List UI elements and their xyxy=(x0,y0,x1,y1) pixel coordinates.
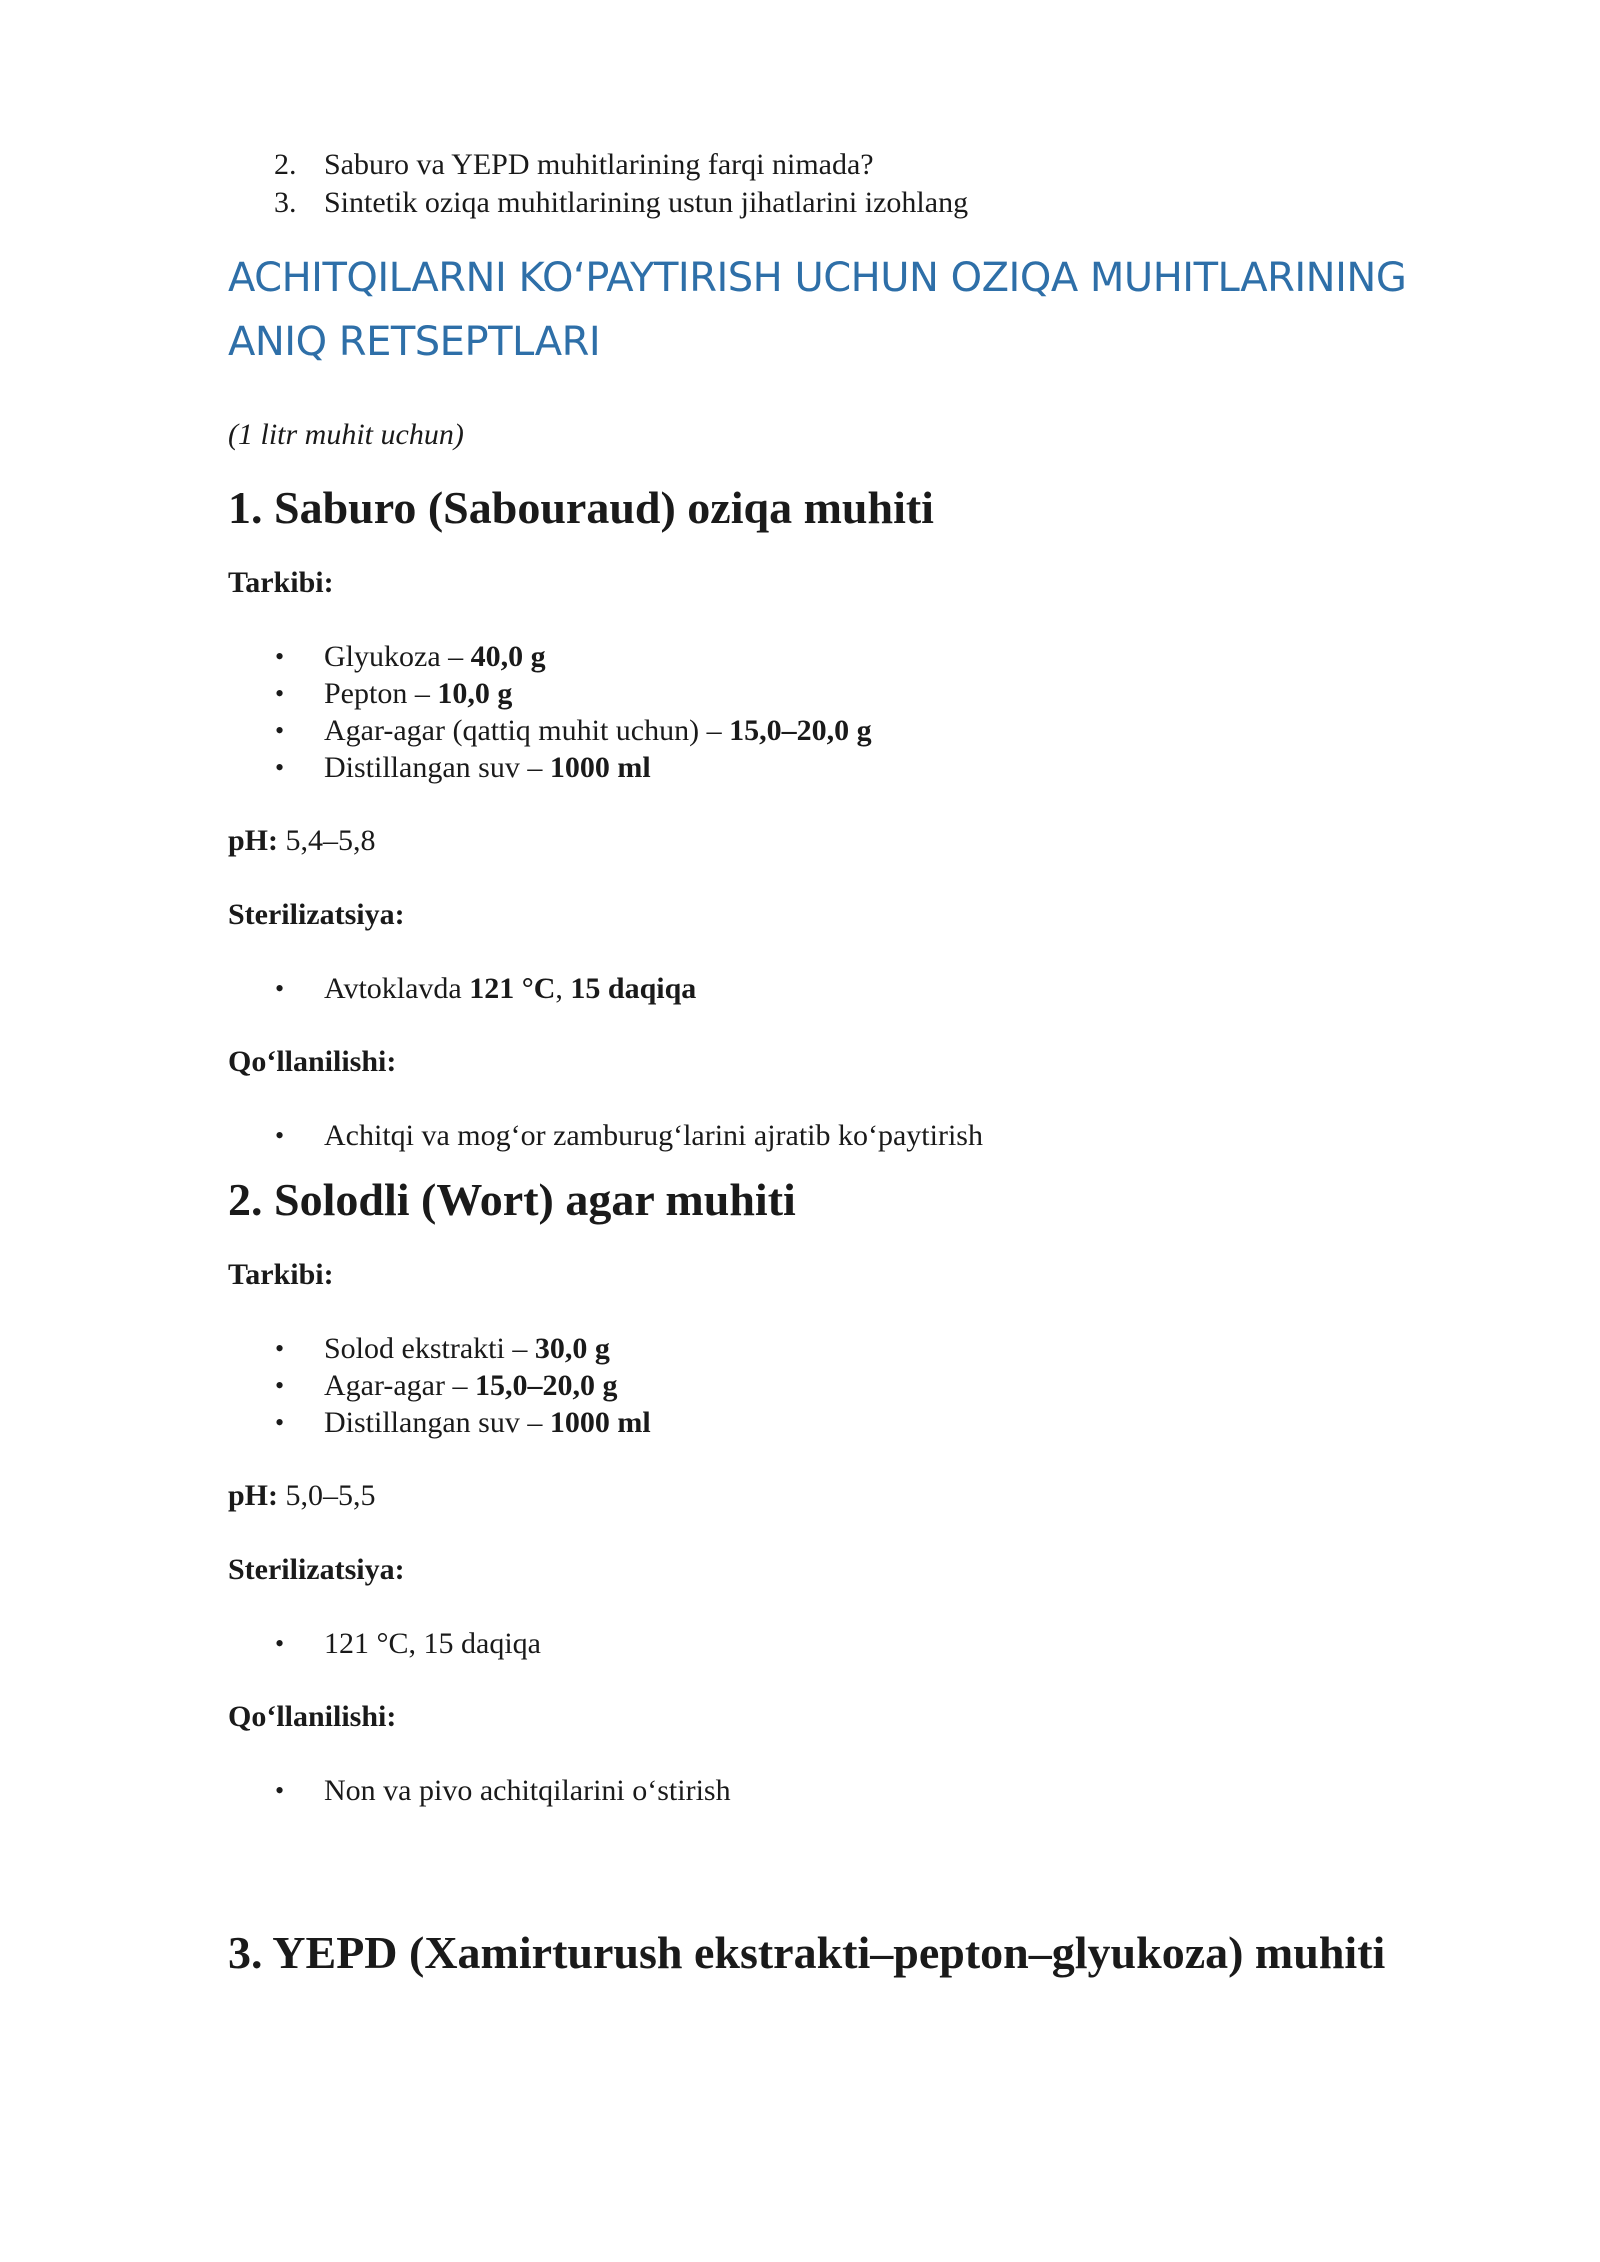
usage-text: Achitqi va mog‘or zamburug‘larini ajratib ko‘paytirish xyxy=(324,1119,983,1152)
sterilization-label: Sterilizatsiya: xyxy=(228,1553,405,1586)
bullet-icon: • xyxy=(275,1334,285,1363)
section-title-saburo: 1. Saburo (Sabouraud) oziqa muhiti xyxy=(228,482,934,533)
ingredient-name: Distillangan suv – xyxy=(324,1406,550,1439)
ph-value: 5,0–5,5 xyxy=(278,1479,376,1512)
ingredient-list xyxy=(228,1330,1488,1441)
bullet-icon: • xyxy=(275,1776,285,1805)
ingredient-amount: 40,0 g xyxy=(470,640,546,673)
usage-text: Non va pivo achitqilarini o‘stirish xyxy=(324,1774,731,1807)
sterilization-list xyxy=(228,970,1488,1007)
heading-line-2: ANIQ RETSEPTLARI xyxy=(228,319,601,365)
list-item-text: Saburo va YEPD muhitlarining farqi nimada? xyxy=(324,148,874,181)
list-item xyxy=(228,1772,1488,1809)
ingredient-amount: 15,0–20,0 g xyxy=(474,1369,618,1402)
bullet-icon: • xyxy=(275,1629,285,1658)
document-page xyxy=(228,146,1488,1981)
heading-line-1: ACHITQILARNI KO‘PAYTIRISH UCHUN OZIQA MUHITLARINING xyxy=(228,255,1407,301)
ingredient-name: Agar-agar (qattiq muhit uchun) – xyxy=(324,714,730,747)
bullet-icon: • xyxy=(275,974,285,1003)
list-item xyxy=(228,675,1488,712)
sterilization-prefix: Avtoklavda xyxy=(324,972,470,1005)
sterilization-text: 121 °C, 15 daqiqa xyxy=(324,1627,541,1660)
usage-list xyxy=(228,1117,1488,1154)
list-item xyxy=(228,1625,1488,1662)
ingredient-name: Solod ekstrakti – xyxy=(324,1332,535,1365)
list-item xyxy=(228,712,1488,749)
usage-label: Qo‘llanilishi: xyxy=(228,1700,397,1733)
bullet-icon: • xyxy=(275,716,285,745)
ph-line xyxy=(228,822,1488,860)
list-item xyxy=(228,638,1488,675)
ingredient-name: Pepton – xyxy=(324,677,438,710)
list-item-text: Sintetik oziqa muhitlarining ustun jihatlarini izohlang xyxy=(324,186,969,219)
section-heading xyxy=(228,246,1488,374)
sterilization-list xyxy=(228,1625,1488,1662)
list-item xyxy=(228,970,1488,1007)
ingredient-amount: 1000 ml xyxy=(549,751,651,784)
ingredient-amount: 1000 ml xyxy=(549,1406,651,1439)
list-item xyxy=(228,1117,1488,1154)
ingredient-amount: 15,0–20,0 g xyxy=(729,714,872,747)
bullet-icon: • xyxy=(275,642,285,671)
sterilization-temperature: 121 °C xyxy=(469,972,556,1005)
list-item xyxy=(228,1330,1488,1367)
composition-label: Tarkibi: xyxy=(228,1258,334,1291)
list-item xyxy=(228,146,1488,184)
ingredient-amount: 30,0 g xyxy=(534,1332,610,1365)
list-number: 2. xyxy=(274,148,297,181)
section-title-yepd: 3. YEPD (Xamirturush ekstrakti–pepton–glyukoza) muhiti xyxy=(228,1927,1386,1978)
list-number: 3. xyxy=(274,186,297,219)
sterilization-time: 15 daqiqa xyxy=(570,972,697,1005)
list-item xyxy=(228,184,1488,222)
bullet-icon: • xyxy=(275,753,285,782)
section-title-wort: 2. Solodli (Wort) agar muhiti xyxy=(228,1174,796,1225)
ph-label: pH: xyxy=(228,1479,279,1512)
list-item xyxy=(228,1404,1488,1441)
usage-list xyxy=(228,1772,1488,1809)
intro-question-list xyxy=(228,146,1488,222)
composition-label: Tarkibi: xyxy=(228,566,334,599)
ingredient-amount: 10,0 g xyxy=(437,677,513,710)
ingredient-list xyxy=(228,638,1488,786)
ph-line xyxy=(228,1477,1488,1515)
sterilization-separator: , xyxy=(555,972,571,1005)
bullet-icon: • xyxy=(275,679,285,708)
list-item xyxy=(228,749,1488,786)
sterilization-label: Sterilizatsiya: xyxy=(228,898,405,931)
ingredient-name: Distillangan suv – xyxy=(324,751,550,784)
bullet-icon: • xyxy=(275,1121,285,1150)
usage-label: Qo‘llanilishi: xyxy=(228,1045,397,1078)
bullet-icon: • xyxy=(275,1408,285,1437)
ingredient-name: Glyukoza – xyxy=(324,640,471,673)
volume-note: (1 litr muhit uchun) xyxy=(228,418,464,451)
ph-label: pH: xyxy=(228,824,279,857)
list-item xyxy=(228,1367,1488,1404)
ingredient-name: Agar-agar – xyxy=(324,1369,475,1402)
bullet-icon: • xyxy=(275,1371,285,1400)
ph-value: 5,4–5,8 xyxy=(278,824,376,857)
